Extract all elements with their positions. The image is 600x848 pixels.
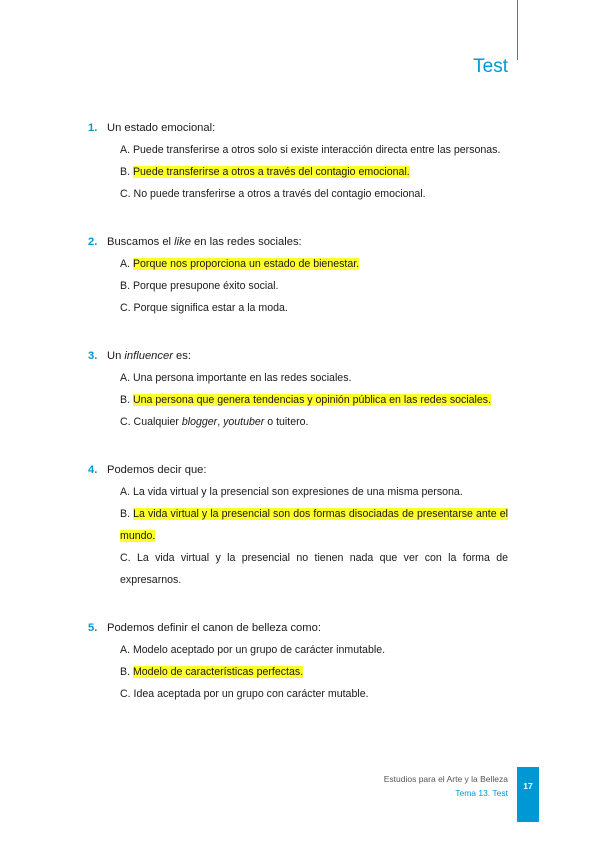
option-c bbox=[120, 297, 508, 319]
stem-part: Buscamos el bbox=[107, 236, 175, 248]
option-label: B. bbox=[120, 280, 131, 292]
question-list bbox=[88, 117, 508, 731]
question-2 bbox=[88, 231, 508, 319]
option-list bbox=[88, 139, 508, 205]
option-label: C. bbox=[120, 302, 131, 314]
option-a bbox=[120, 639, 508, 661]
option-text: Modelo de características perfectas. bbox=[132, 666, 304, 678]
option-label: A. bbox=[120, 486, 131, 498]
option-list bbox=[88, 367, 508, 433]
question-number: 5. bbox=[88, 622, 98, 634]
question-5-stem bbox=[88, 617, 508, 639]
question-number: 3. bbox=[88, 350, 98, 362]
option-text: Una persona importante en las redes sociales. bbox=[132, 372, 352, 384]
option-c bbox=[120, 411, 508, 433]
option-c bbox=[120, 547, 508, 591]
option-list bbox=[88, 481, 508, 591]
option-label: B. bbox=[120, 666, 131, 678]
stem-emphasis: influencer bbox=[124, 350, 173, 362]
stem-part: Un bbox=[107, 350, 125, 362]
option-emphasis: youtuber bbox=[223, 416, 265, 428]
footer-section: Tema 13. Test bbox=[455, 788, 508, 798]
option-c bbox=[120, 683, 508, 705]
question-1 bbox=[88, 117, 508, 205]
header-rule bbox=[517, 0, 518, 60]
question-text bbox=[107, 231, 302, 253]
stem-part: en las redes sociales: bbox=[190, 236, 302, 248]
question-3 bbox=[88, 345, 508, 433]
option-c bbox=[120, 183, 508, 205]
question-3-stem bbox=[88, 345, 508, 367]
option-a bbox=[120, 139, 508, 161]
option-label: B. bbox=[120, 166, 131, 178]
option-text: Cualquier bbox=[133, 416, 182, 428]
stem-emphasis: like bbox=[174, 236, 191, 248]
option-text: Porque significa estar a la moda. bbox=[133, 302, 288, 314]
page-number: 17 bbox=[523, 781, 533, 791]
option-label: A. bbox=[120, 258, 131, 270]
option-label: C. bbox=[120, 188, 131, 200]
option-a bbox=[120, 367, 508, 389]
question-text: Podemos decir que: bbox=[107, 464, 207, 476]
option-text: No puede transferirse a otros a través del contagio emocional. bbox=[133, 188, 426, 200]
option-text: o tuitero. bbox=[264, 416, 309, 428]
option-list bbox=[88, 639, 508, 705]
question-text: Podemos definir el canon de belleza como: bbox=[107, 622, 321, 634]
option-text: Una persona que genera tendencias y opinión pública en las redes sociales. bbox=[132, 394, 492, 406]
option-a bbox=[120, 481, 508, 503]
option-b-highlighted bbox=[120, 503, 508, 547]
page-title: Test bbox=[473, 56, 508, 77]
page-footer bbox=[384, 772, 508, 800]
question-text: Un estado emocional: bbox=[107, 122, 216, 134]
option-label: C. bbox=[120, 416, 131, 428]
option-text: Modelo aceptado por un grupo de carácter inmutable. bbox=[132, 644, 386, 656]
option-label: A. bbox=[120, 144, 131, 156]
option-text: La vida virtual y la presencial son expresiones de una misma persona. bbox=[132, 486, 463, 498]
stem-part: es: bbox=[172, 350, 191, 362]
question-number: 2. bbox=[88, 236, 98, 248]
option-b bbox=[120, 275, 508, 297]
option-label: C. bbox=[120, 688, 131, 700]
footer-course: Estudios para el Arte y la Belleza bbox=[383, 774, 508, 784]
question-number: 1. bbox=[88, 122, 98, 134]
option-text: , bbox=[217, 416, 224, 428]
option-b-highlighted bbox=[120, 661, 508, 683]
option-label: B. bbox=[120, 508, 131, 520]
option-b-highlighted bbox=[120, 389, 508, 411]
option-text: La vida virtual y la presencial son dos formas disociadas de presentarse ante el mundo. bbox=[120, 508, 508, 542]
option-text: La vida virtual y la presencial no tienen nada que ver con la forma de expresarnos. bbox=[120, 552, 508, 586]
option-text: Puede transferirse a otros a través del contagio emocional. bbox=[132, 166, 410, 178]
question-1-stem bbox=[88, 117, 508, 139]
question-2-stem bbox=[88, 231, 508, 253]
option-text: Puede transferirse a otros solo si existe interacción directa entre las personas. bbox=[132, 144, 501, 156]
question-4-stem bbox=[88, 459, 508, 481]
page-number-box bbox=[517, 767, 539, 822]
option-label: A. bbox=[120, 644, 131, 656]
question-4 bbox=[88, 459, 508, 591]
question-number: 4. bbox=[88, 464, 98, 476]
option-label: C. bbox=[120, 552, 131, 564]
question-text bbox=[107, 345, 191, 367]
option-text: Porque nos proporciona un estado de bienestar. bbox=[132, 258, 360, 270]
option-b-highlighted bbox=[120, 161, 508, 183]
option-text: Idea aceptada por un grupo con carácter mutable. bbox=[133, 688, 369, 700]
option-a-highlighted bbox=[120, 253, 508, 275]
question-5 bbox=[88, 617, 508, 705]
option-list bbox=[88, 253, 508, 319]
option-emphasis: blogger bbox=[181, 416, 218, 428]
option-label: A. bbox=[120, 372, 131, 384]
option-text: Porque presupone éxito social. bbox=[132, 280, 279, 292]
option-label: B. bbox=[120, 394, 131, 406]
